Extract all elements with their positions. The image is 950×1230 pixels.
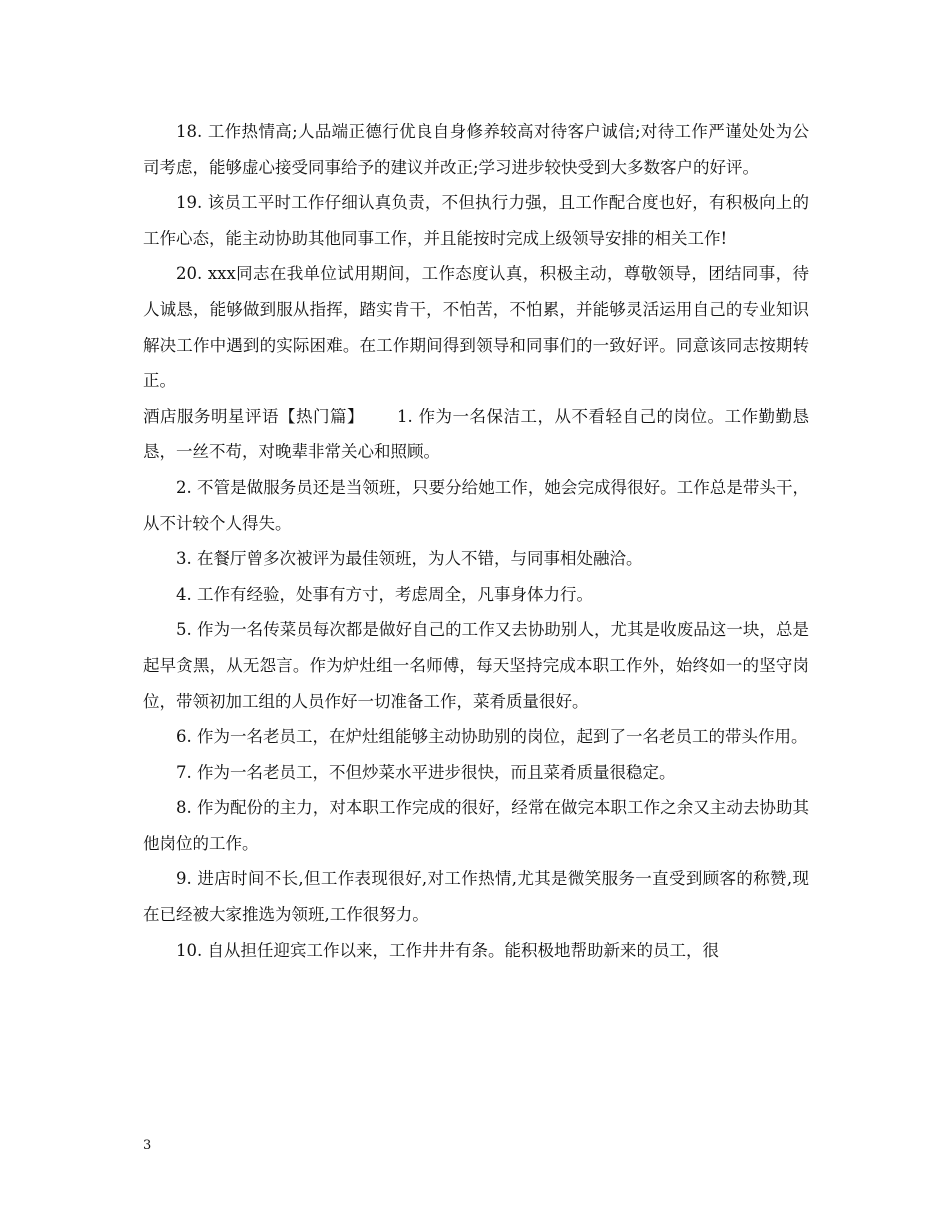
document-body [143, 114, 809, 968]
paragraph-item-6: 6. 作为一名老员工，在炉灶组能够主动协助别的岗位，起到了一名老员工的带头作用。 [176, 727, 808, 747]
paragraph-item-7: 7. 作为一名老员工，不但炒菜水平进步很快，而且菜肴质量很稳定。 [176, 762, 676, 782]
page-number: 3 [143, 1138, 152, 1153]
paragraph-item-4: 4. 工作有经验，处事有方寸，考虑周全，凡事身体力行。 [176, 584, 593, 604]
section-title: 酒店服务明星评语【热门篇】 [143, 406, 364, 426]
paragraph-item-18: 18. 工作热情高;人品端正德行优良自身修养较高对待客户诚信;对待工作严谨处处为公司考虑，能够虚心接受同事给予的建议并改正;学习进步较快受到大多数客户的好评。 [143, 122, 809, 177]
paragraph-item-10: 10. 自从担任迎宾工作以来，工作井井有条。能积极地帮助新来的员工，很 [176, 940, 719, 960]
paragraph-item-20: 20. xxx同志在我单位试用期间，工作态度认真，积极主动，尊敬领导，团结同事，待人诚恳，能够做到服从指挥，踏实肯干，不怕苦，不怕累，并能够灵活运用自己的专业知识解决工作中遇到的实际困难。在工作期间得到领导和同事们的一致好评。同意该同志按期转正。 [143, 264, 809, 391]
paragraph-item-3: 3. 在餐厅曾多次被评为最佳领班，为人不错，与同事相处融洽。 [176, 549, 643, 569]
paragraph-item-19: 19. 该员工平时工作仔细认真负责，不但执行力强，且工作配合度也好，有积极向上的工作心态，能主动协助其他同事工作，并且能按时完成上级领导安排的相关工作! [143, 193, 809, 248]
paragraph-item-5: 5. 作为一名传菜员每次都是做好自己的工作又去协助别人，尤其是收废品这一块，总是起早贪黑，从无怨言。作为炉灶组一名师傅，每天坚持完成本职工作外，始终如一的坚守岗位，带领初加工组的人员作好一切准备工作，菜肴质量很好。 [143, 620, 809, 711]
section-first-item: 1. 作为一名保洁工，从不看轻自己的岗位。工作勤勤恳恳，一丝不苟，对晚辈非常关心和照顾。 [143, 406, 809, 462]
paragraph-item-9: 9. 进店时间不长,但工作表现很好,对工作热情,尤其是微笑服务一直受到顾客的称赞,现在已经被大家推选为领班,工作很努力。 [143, 869, 809, 925]
section-heading-paragraph [143, 399, 809, 470]
paragraph-item-2: 2. 不管是做服务员还是当领班，只要分给她工作，她会完成得很好。工作总是带头干，从不计较个人得失。 [143, 477, 809, 533]
paragraph-item-8: 8. 作为配份的主力，对本职工作完成的很好，经常在做完本职工作之余又主动去协助其他岗位的工作。 [143, 798, 809, 853]
